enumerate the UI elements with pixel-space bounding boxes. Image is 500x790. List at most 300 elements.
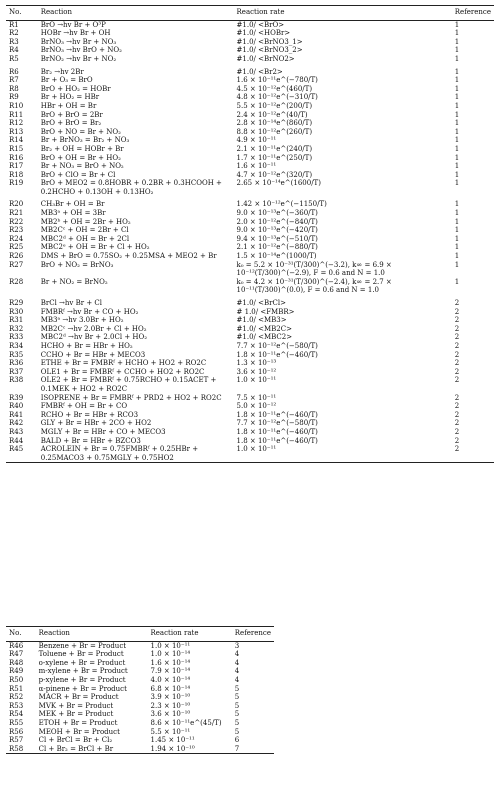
cell-no: R49 bbox=[9, 667, 24, 676]
cell-reaction: DMS + BrO = 0.75SO₂ + 0.25MSA + MEO2 + Br bbox=[40, 252, 217, 261]
cell-no: R39 bbox=[9, 393, 24, 402]
cell-reference: 1 bbox=[454, 76, 460, 85]
cell-reaction-rate: 2.4 × 10⁻¹²e^(40/T) bbox=[236, 110, 308, 119]
header-reaction-rate: Reaction rate bbox=[148, 627, 232, 642]
cell-reaction-rate: 2.65 × 10⁻¹⁴e^(1600/T) bbox=[236, 179, 321, 188]
cell-reaction: Br + BrNO₃ = Br₂ + NO₃ bbox=[40, 136, 130, 145]
cell-reaction: Br + O₃ = BrO bbox=[40, 76, 93, 85]
table-row bbox=[6, 29, 494, 38]
cell-reference: 2 bbox=[454, 367, 460, 376]
cell-no: R56 bbox=[9, 727, 24, 736]
table-row bbox=[6, 38, 494, 47]
cell-no: R46 bbox=[9, 641, 24, 650]
cell-reaction: Br + NO₃ = BrO + NO₂ bbox=[40, 162, 124, 171]
cell-reaction: OLE1 + Br = FMBRᶠ + CCHO + HO2 + RO2C bbox=[40, 367, 205, 376]
cell-reaction: OLE2 + Br = FMBRᶠ + 0.75RCHO + 0.15ACET + 0.1MEK + HO2 + RO2C bbox=[40, 376, 217, 393]
cell-reference: 1 bbox=[454, 234, 460, 243]
cell-no: R37 bbox=[9, 367, 24, 376]
table-row bbox=[6, 394, 494, 403]
cell-reference: 2 bbox=[454, 393, 460, 402]
cell-reaction-rate: 8.6 × 10⁻¹¹e^(45/T) bbox=[150, 718, 222, 727]
cell-reference: 1 bbox=[454, 179, 460, 188]
cell-no: R29 bbox=[9, 299, 24, 307]
cell-no: R36 bbox=[9, 359, 24, 368]
cell-no: R9 bbox=[9, 93, 19, 102]
cell-reference: 2 bbox=[454, 376, 460, 385]
table-row bbox=[6, 428, 494, 437]
cell-no: R43 bbox=[9, 427, 24, 436]
table-row bbox=[6, 351, 494, 360]
cell-reference: 1 bbox=[454, 93, 460, 102]
header-no: No. bbox=[6, 627, 36, 642]
cell-reaction-rate: k₀ = 4.2 × 10⁻³¹(T/300)^(−2.4), k∞ = 2.7 × 10⁻¹¹(T/300)^(0.0), F = 0.6 and N = 1.0 bbox=[236, 277, 392, 295]
cell-reference: 1 bbox=[454, 209, 460, 218]
cell-reaction-rate: #1.0/ <BrNO3_2> bbox=[236, 46, 303, 55]
cell-reaction-rate: 8.8 × 10⁻¹²e^(260/T) bbox=[236, 127, 313, 136]
cell-no: R45 bbox=[9, 445, 24, 454]
table-row bbox=[6, 171, 494, 180]
cell-reference: 1 bbox=[454, 243, 460, 252]
header-reaction: Reaction bbox=[36, 627, 148, 642]
cell-reference: 1 bbox=[454, 226, 460, 235]
cell-reaction-rate: 1.8 × 10⁻¹¹e^(−460/T) bbox=[236, 436, 318, 445]
table-row bbox=[6, 55, 494, 64]
cell-reference: 1 bbox=[454, 84, 460, 93]
cell-reaction-rate: #1.0/ <MB3> bbox=[236, 316, 287, 325]
cell-reaction: Benzene + Br = Product bbox=[38, 641, 127, 650]
table-header-row bbox=[6, 6, 494, 21]
cell-reference: 1 bbox=[454, 260, 460, 269]
cell-reaction: BrO + MEO2 = 0.8HOBR + 0.2BR + 0.3HCOOH + 0.2HCHO + 0.13OH + 0.13HO₂ bbox=[40, 179, 222, 196]
table-body-secondary bbox=[6, 641, 274, 754]
cell-reaction-rate: 2.1 × 10⁻¹²e^(−880/T) bbox=[236, 243, 318, 252]
table-row bbox=[6, 20, 494, 29]
cell-reference: 5 bbox=[234, 710, 240, 719]
cell-no: R42 bbox=[9, 419, 24, 428]
cell-reference: 1 bbox=[454, 136, 460, 145]
cell-reaction: BrNO₃ →hv Br + NO₃ bbox=[40, 37, 117, 46]
header-reaction-rate: Reaction rate bbox=[234, 6, 452, 21]
cell-reaction: BrO + BrO = 2Br bbox=[40, 110, 103, 119]
cell-reaction-rate: 7.7 × 10⁻¹²e^(−580/T) bbox=[236, 341, 318, 350]
cell-reaction: BrNO₃ →hv BrO + NO₂ bbox=[40, 46, 122, 55]
cell-reaction-rate: 1.6 × 10⁻¹⁴ bbox=[150, 658, 191, 667]
cell-reaction: MB2Cᶜ →hv 2.0Br + Cl + HO₂ bbox=[40, 324, 147, 333]
table-row bbox=[6, 719, 274, 728]
table-row bbox=[6, 93, 494, 102]
table-row bbox=[6, 295, 494, 308]
cell-no: R38 bbox=[9, 376, 24, 385]
cell-reference: 1 bbox=[454, 46, 460, 55]
table-row bbox=[6, 745, 274, 754]
table-row bbox=[6, 676, 274, 685]
cell-no: R32 bbox=[9, 324, 24, 333]
cell-reaction: MEK + Br = Product bbox=[38, 710, 114, 719]
cell-reaction-rate: 1.8 × 10⁻¹¹e^(−460/T) bbox=[236, 350, 318, 359]
table-row bbox=[6, 76, 494, 85]
table-body-main bbox=[6, 20, 494, 463]
cell-reaction-rate: #1.0/ <BrCl> bbox=[236, 299, 286, 307]
cell-reference: 2 bbox=[454, 324, 460, 333]
table-row bbox=[6, 111, 494, 120]
table-row bbox=[6, 419, 494, 428]
cell-no: R24 bbox=[9, 234, 24, 243]
cell-reaction-rate: 4.9 × 10⁻¹¹ bbox=[236, 136, 277, 145]
cell-reference: 2 bbox=[454, 316, 460, 325]
cell-reaction-rate: 1.6 × 10⁻¹¹ bbox=[236, 162, 277, 171]
cell-reference: 1 bbox=[454, 144, 460, 153]
cell-no: R44 bbox=[9, 436, 24, 445]
table-row bbox=[6, 342, 494, 351]
table-row bbox=[6, 46, 494, 55]
cell-reference: 1 bbox=[454, 217, 460, 226]
cell-reference: 1 bbox=[454, 153, 460, 162]
cell-reaction: m-xylene + Br = Product bbox=[38, 667, 128, 676]
cell-reaction: BrO + OH = Br + HO₂ bbox=[40, 153, 121, 162]
cell-reaction-rate: 7.5 × 10⁻¹¹ bbox=[236, 393, 277, 402]
cell-reference: 1 bbox=[454, 37, 460, 46]
cell-reaction-rate: 1.6 × 10⁻¹¹e^(−780/T) bbox=[236, 76, 318, 85]
table-row bbox=[6, 445, 494, 463]
table-row bbox=[6, 736, 274, 745]
cell-reference: 1 bbox=[454, 252, 460, 261]
cell-no: R22 bbox=[9, 217, 24, 226]
cell-reference: 1 bbox=[454, 119, 460, 128]
table-row bbox=[6, 316, 494, 325]
header-reaction: Reaction bbox=[38, 6, 234, 21]
cell-reaction: MVK + Br = Product bbox=[38, 701, 114, 710]
cell-reaction-rate: 2.8 × 10⁻¹⁴e^(860/T) bbox=[236, 119, 313, 128]
cell-reference: 5 bbox=[234, 693, 240, 702]
cell-reference: 1 bbox=[454, 277, 460, 286]
cell-reaction-rate: 4.8 × 10⁻¹²e^(−310/T) bbox=[236, 93, 318, 102]
cell-reaction-rate: 3.9 × 10⁻¹⁰ bbox=[150, 693, 191, 702]
cell-no: R7 bbox=[9, 76, 19, 85]
cell-reaction: CCHO + Br = HBr + MECO3 bbox=[40, 350, 146, 359]
table-row bbox=[6, 64, 494, 77]
cell-reference: 5 bbox=[234, 727, 240, 736]
table-row bbox=[6, 359, 494, 368]
cell-reaction-rate: 1.45 × 10⁻¹¹ bbox=[150, 736, 195, 745]
cell-no: R18 bbox=[9, 170, 24, 179]
cell-reaction-rate: 9.4 × 10⁻¹³e^(−510/T) bbox=[236, 234, 318, 243]
cell-no: R23 bbox=[9, 226, 24, 235]
table-row bbox=[6, 641, 274, 650]
cell-reaction: RCHO + Br = HBr + RCO3 bbox=[40, 410, 139, 419]
cell-no: R5 bbox=[9, 54, 19, 63]
cell-reaction: MB2ᵇ + OH = 2Br + HO₂ bbox=[40, 217, 131, 226]
cell-no: R6 bbox=[9, 67, 19, 76]
table-row bbox=[6, 437, 494, 446]
table-row bbox=[6, 368, 494, 377]
cell-reference: 4 bbox=[234, 667, 240, 676]
cell-reaction-rate: 1.0 × 10⁻¹¹ bbox=[236, 445, 277, 454]
cell-no: R11 bbox=[9, 110, 24, 119]
cell-no: R34 bbox=[9, 341, 24, 350]
cell-no: R25 bbox=[9, 243, 24, 252]
cell-reaction-rate: 5.5 × 10⁻¹²e^(200/T) bbox=[236, 101, 313, 110]
cell-no: R28 bbox=[9, 277, 24, 286]
cell-reference: 2 bbox=[454, 350, 460, 359]
cell-reaction-rate: 3.6 × 10⁻¹⁰ bbox=[150, 710, 191, 719]
table-row bbox=[6, 119, 494, 128]
cell-no: R30 bbox=[9, 307, 24, 316]
table-row bbox=[6, 702, 274, 711]
cell-reference: 5 bbox=[234, 701, 240, 710]
cell-no: R53 bbox=[9, 701, 24, 710]
cell-reaction: BrO + NO₂ = BrNO₃ bbox=[40, 260, 114, 269]
cell-no: R20 bbox=[9, 200, 24, 209]
cell-reaction-rate: 1.7 × 10⁻¹¹e^(250/T) bbox=[236, 153, 313, 162]
cell-reaction-rate: 4.0 × 10⁻¹⁴ bbox=[150, 675, 191, 684]
cell-reference: 4 bbox=[234, 650, 240, 659]
cell-no: R8 bbox=[9, 84, 19, 93]
cell-reaction-rate: #1.0/ <Br2> bbox=[236, 67, 283, 76]
cell-no: R48 bbox=[9, 658, 24, 667]
table-row bbox=[6, 650, 274, 659]
table-header-row bbox=[6, 627, 274, 642]
table-row bbox=[6, 667, 274, 676]
cell-reference: 1 bbox=[454, 162, 460, 171]
cell-reference: 1 bbox=[454, 200, 460, 209]
table-row bbox=[6, 154, 494, 163]
header-no: No. bbox=[6, 6, 38, 21]
cell-no: R52 bbox=[9, 693, 24, 702]
cell-no: R10 bbox=[9, 101, 24, 110]
table-row bbox=[6, 710, 274, 719]
cell-reaction-rate: # 1.0/ <FMBR> bbox=[236, 307, 295, 316]
cell-reaction-rate: #1.0/ <BrNO2> bbox=[236, 54, 295, 63]
table-row bbox=[6, 308, 494, 317]
cell-reaction-rate: 2.1 × 10⁻¹¹e^(240/T) bbox=[236, 144, 313, 153]
cell-reaction-rate: #1.0/ <MB2C> bbox=[236, 324, 292, 333]
cell-reaction-rate: 1.0 × 10⁻¹⁴ bbox=[150, 650, 191, 659]
cell-reaction: MBC2ᵈ + OH = Br + 2Cl bbox=[40, 234, 130, 243]
reaction-table-secondary bbox=[6, 626, 274, 754]
cell-reference: 7 bbox=[234, 744, 240, 753]
cell-reaction-rate: 7.7 × 10⁻¹²e^(−580/T) bbox=[236, 419, 318, 428]
cell-reaction: FMBRᶠ →hv Br + CO + HO₂ bbox=[40, 307, 139, 316]
cell-reaction: MB3ᵃ →hv 3.0Br + HO₂ bbox=[40, 316, 124, 325]
cell-no: R3 bbox=[9, 37, 19, 46]
cell-reference: 1 bbox=[454, 67, 460, 76]
table-row bbox=[6, 402, 494, 411]
cell-reaction-rate: 5.5 × 10⁻¹¹ bbox=[150, 727, 191, 736]
table-row bbox=[6, 145, 494, 154]
cell-reaction-rate: 1.8 × 10⁻¹¹e^(−460/T) bbox=[236, 427, 318, 436]
cell-reaction: MBC2ᵈ →hv Br + 2.0Cl + HO₂ bbox=[40, 333, 148, 342]
cell-reaction-rate: 6.8 × 10⁻¹⁴ bbox=[150, 684, 191, 693]
cell-reaction: BrO + HO₂ = HOBr bbox=[40, 84, 111, 93]
cell-reference: 2 bbox=[454, 341, 460, 350]
table-row bbox=[6, 728, 274, 737]
cell-reaction: MB3ᵃ + OH = 3Br bbox=[40, 209, 106, 218]
cell-reaction: Cl + BrCl = Br + Cl₂ bbox=[38, 736, 113, 745]
cell-no: R19 bbox=[9, 179, 24, 188]
cell-no: R54 bbox=[9, 710, 24, 719]
table-row bbox=[6, 218, 494, 227]
cell-reaction: MBC2ᵉ + OH = Br + Cl + HO₂ bbox=[40, 243, 150, 252]
cell-reference: 1 bbox=[454, 170, 460, 179]
cell-reaction: p-xylene + Br = Product bbox=[38, 675, 126, 684]
cell-reference: 4 bbox=[234, 675, 240, 684]
cell-reference: 1 bbox=[454, 54, 460, 63]
cell-no: R13 bbox=[9, 127, 24, 136]
cell-reaction: BrO →hv Br + O³P bbox=[40, 20, 106, 29]
cell-no: R27 bbox=[9, 260, 24, 269]
table-row bbox=[6, 325, 494, 334]
table-row bbox=[6, 659, 274, 668]
cell-no: R1 bbox=[9, 20, 19, 29]
cell-reference: 1 bbox=[454, 20, 460, 29]
table-row bbox=[6, 179, 494, 196]
cell-reference: 2 bbox=[454, 299, 460, 307]
cell-reaction: Br₂ →hv 2Br bbox=[40, 67, 84, 76]
cell-reaction-rate: #1.0/ <HOBr> bbox=[236, 29, 291, 38]
cell-reference: 2 bbox=[454, 419, 460, 428]
cell-reaction-rate: k₀ = 5.2 × 10⁻³¹(T/300)^(−3.2), k∞ = 6.9 × 10⁻¹²(T/300)^(−2.9), F = 0.6 and N = 1.0 bbox=[236, 260, 392, 278]
cell-reaction-rate: 9.0 × 10⁻¹³e^(−360/T) bbox=[236, 209, 318, 218]
cell-no: R57 bbox=[9, 736, 24, 745]
table-row bbox=[6, 226, 494, 235]
cell-reaction-rate: 1.0 × 10⁻¹¹ bbox=[236, 376, 277, 385]
cell-reaction-rate: 1.0 × 10⁻¹¹ bbox=[150, 641, 191, 650]
cell-reaction-rate: 4.5 × 10⁻¹²e^(460/T) bbox=[236, 84, 313, 93]
cell-reference: 2 bbox=[454, 410, 460, 419]
cell-reaction-rate: #1.0/ <BrNO3_1> bbox=[236, 37, 303, 46]
cell-reaction: Cl + Br₂ = BrCl + Br bbox=[38, 744, 114, 753]
cell-reaction: Br + HO₂ = HBr bbox=[40, 93, 100, 102]
table-row bbox=[6, 278, 494, 295]
header-reference: Reference bbox=[452, 6, 494, 21]
table-row bbox=[6, 85, 494, 94]
cell-reaction: BrO + BrO = Br₂ bbox=[40, 119, 102, 128]
table-row bbox=[6, 136, 494, 145]
cell-reaction: MB2Cᶜ + OH = 2Br + Cl bbox=[40, 226, 129, 235]
cell-reaction: BrO + ClO = Br + Cl bbox=[40, 170, 116, 179]
cell-reaction-rate: 7.9 × 10⁻¹⁴ bbox=[150, 667, 191, 676]
cell-no: R2 bbox=[9, 29, 19, 38]
cell-reaction-rate: #1.0/ <MBC2> bbox=[236, 333, 293, 342]
cell-no: R47 bbox=[9, 650, 24, 659]
cell-no: R40 bbox=[9, 402, 24, 411]
table-row bbox=[6, 243, 494, 252]
cell-reaction-rate: 2.3 × 10⁻¹⁰ bbox=[150, 701, 191, 710]
cell-reaction-rate: 4.7 × 10⁻¹²e^(320/T) bbox=[236, 170, 313, 179]
cell-reaction-rate: 9.0 × 10⁻¹³e^(−420/T) bbox=[236, 226, 318, 235]
cell-reaction: α-pinene + Br = Product bbox=[38, 684, 127, 693]
cell-no: R55 bbox=[9, 718, 24, 727]
cell-reaction-rate: 1.94 × 10⁻¹⁰ bbox=[150, 744, 195, 753]
table-row bbox=[6, 376, 494, 393]
cell-reaction-rate: 1.5 × 10⁻¹⁴e^(1000/T) bbox=[236, 252, 317, 261]
cell-reference: 5 bbox=[234, 684, 240, 693]
cell-reaction-rate: 1.8 × 10⁻¹¹e^(−460/T) bbox=[236, 410, 318, 419]
cell-no: R33 bbox=[9, 333, 24, 342]
cell-reaction: ETOH + Br = Product bbox=[38, 718, 118, 727]
cell-reference: 2 bbox=[454, 427, 460, 436]
cell-reference: 6 bbox=[234, 736, 240, 745]
cell-reaction: HOBr →hv Br + OH bbox=[40, 29, 111, 38]
table-row bbox=[6, 252, 494, 261]
table-row bbox=[6, 333, 494, 342]
cell-reaction: FMBRᶠ + OH = Br + CO bbox=[40, 402, 128, 411]
cell-no: R4 bbox=[9, 46, 19, 55]
cell-reaction: Br₂ + OH = HOBr + Br bbox=[40, 144, 124, 153]
table-row bbox=[6, 128, 494, 137]
cell-reference: 2 bbox=[454, 307, 460, 316]
cell-reference: 3 bbox=[234, 641, 240, 650]
cell-reaction: MACR + Br = Product bbox=[38, 693, 119, 702]
cell-no: R15 bbox=[9, 144, 24, 153]
cell-reaction: HBr + OH = Br bbox=[40, 101, 97, 110]
cell-reaction: MGLY + Br = HBr + CO + MECO3 bbox=[40, 427, 166, 436]
cell-reaction: Br + NO₂ = BrNO₂ bbox=[40, 277, 108, 286]
table-row bbox=[6, 693, 274, 702]
cell-no: R58 bbox=[9, 744, 24, 753]
cell-no: R35 bbox=[9, 350, 24, 359]
cell-no: R26 bbox=[9, 252, 24, 261]
cell-no: R50 bbox=[9, 675, 24, 684]
cell-reaction-rate: 1.42 × 10⁻¹²e^(−1150/T) bbox=[236, 200, 327, 209]
cell-reaction: BrO + NO = Br + NO₂ bbox=[40, 127, 121, 136]
cell-reference: 1 bbox=[454, 127, 460, 136]
reaction-table-main bbox=[6, 5, 494, 463]
cell-reaction: CH₃Br + OH = Br bbox=[40, 200, 105, 209]
cell-reference: 2 bbox=[454, 359, 460, 368]
cell-reaction-rate: 5.0 × 10⁻¹² bbox=[236, 402, 277, 411]
cell-reaction: HCHO + Br = HBr + HO₂ bbox=[40, 341, 133, 350]
cell-reference: 1 bbox=[454, 101, 460, 110]
cell-reaction: ISOPRENE + Br = FMBRᶠ + PRD2 + HO2 + RO2C bbox=[40, 393, 222, 402]
table-row bbox=[6, 685, 274, 694]
cell-reference: 1 bbox=[454, 110, 460, 119]
cell-reaction-rate: 1.3 × 10⁻¹³ bbox=[236, 359, 277, 368]
table-row bbox=[6, 162, 494, 171]
table-row bbox=[6, 196, 494, 209]
table-row bbox=[6, 209, 494, 218]
cell-reaction: ETHE + Br = FMBRᶠ + HCHO + HO2 + RO2C bbox=[40, 359, 207, 368]
cell-reaction: o-xylene + Br = Product bbox=[38, 658, 126, 667]
cell-reference: 4 bbox=[234, 658, 240, 667]
cell-reference: 2 bbox=[454, 445, 460, 454]
cell-no: R16 bbox=[9, 153, 24, 162]
table-row bbox=[6, 102, 494, 111]
cell-reaction: BALD + Br = HBr + BZCO3 bbox=[40, 436, 141, 445]
cell-reference: 1 bbox=[454, 29, 460, 38]
cell-reference: 2 bbox=[454, 436, 460, 445]
cell-reaction-rate: 2.0 × 10⁻¹²e^(−840/T) bbox=[236, 217, 318, 226]
table-row bbox=[6, 235, 494, 244]
cell-reaction-rate: 3.6 × 10⁻¹² bbox=[236, 367, 277, 376]
cell-reaction: BrNO₂ →hv Br + NO₂ bbox=[40, 54, 117, 63]
cell-reference: 2 bbox=[454, 402, 460, 411]
cell-no: R21 bbox=[9, 209, 24, 218]
cell-reference: 5 bbox=[234, 718, 240, 727]
cell-no: R14 bbox=[9, 136, 24, 145]
cell-reaction: ACROLEIN + Br = 0.75FMBRᶠ + 0.25HBr + 0.25MACO3 + 0.75MGLY + 0.75HO2 bbox=[40, 445, 199, 462]
cell-reaction: GLY + Br = HBr + 2CO + HO2 bbox=[40, 419, 152, 428]
cell-reaction: BrCl →hv Br + Cl bbox=[40, 299, 102, 307]
cell-no: R41 bbox=[9, 410, 24, 419]
cell-reaction: Toluene + Br = Product bbox=[38, 650, 124, 659]
cell-no: R31 bbox=[9, 316, 24, 325]
table-row bbox=[6, 261, 494, 278]
cell-reaction: MEOH + Br = Product bbox=[38, 727, 120, 736]
cell-reaction-rate: #1.0/ <BrO> bbox=[236, 20, 285, 29]
header-reference: Reference bbox=[232, 627, 274, 642]
table-row bbox=[6, 411, 494, 420]
